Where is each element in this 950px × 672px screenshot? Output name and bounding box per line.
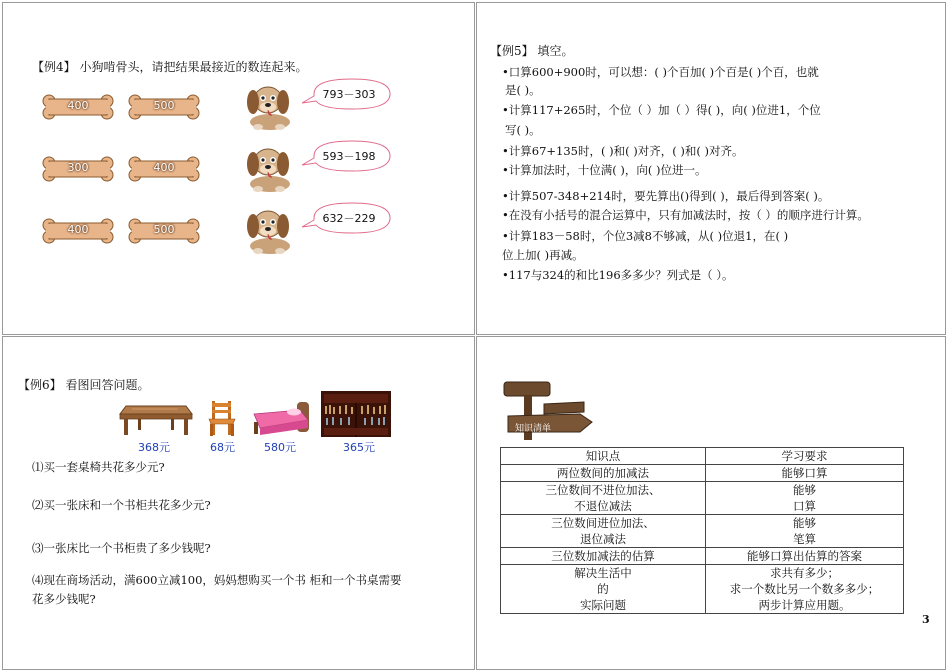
- question-1: ⑴买一套桌椅共花多少元?: [32, 460, 165, 474]
- dog-image[interactable]: [240, 142, 296, 194]
- knowledge-table: [500, 447, 904, 614]
- table-image: [118, 398, 194, 436]
- speech-bubble: [300, 201, 392, 235]
- bone[interactable]: [42, 94, 114, 120]
- expression-text: 793－303: [322, 88, 376, 101]
- bone-value: 300: [67, 161, 89, 174]
- example5-line-3: •计算117+265时，个位（ ）加（ ）得( )，向( )位进1，个位: [502, 103, 821, 117]
- bone[interactable]: [42, 218, 114, 244]
- bone[interactable]: [42, 156, 114, 182]
- table-row: [501, 565, 904, 614]
- question-4: ⑷现在商场活动，满600立减100，妈妈想购买一个书 柜和一个书桌需要 花多少钱呢?: [32, 573, 402, 606]
- price-bed: 580元: [264, 441, 296, 454]
- example5-line-2: 是( )。: [505, 83, 541, 97]
- table-row: [501, 465, 904, 482]
- example5-title: 【例5】 填空。: [490, 44, 574, 58]
- example5-line-5: •计算67+135时，( )和( )对齐，( )和( )对齐。: [502, 144, 744, 158]
- question-3: ⑶一张床比一个书柜贵了多少钱呢?: [32, 541, 211, 555]
- knowledge-sign-text: 知识清单: [515, 424, 552, 434]
- header-point: 知识点: [501, 448, 706, 465]
- bone[interactable]: [128, 156, 200, 182]
- dog-image[interactable]: [240, 204, 296, 256]
- example5-line-8: •在没有小括号的混合运算中，只有加减法时，按（ ）的顺序进行计算。: [502, 208, 869, 222]
- table-header-row: [501, 448, 904, 465]
- point-cell: 两位数间的加减法: [501, 465, 706, 482]
- example5-line-6: •计算加法时，十位满( )，向( )位进一。: [502, 163, 707, 177]
- example5-line-10: 位上加( )再减。: [502, 248, 584, 262]
- header-requirement: 学习要求: [706, 448, 904, 465]
- expression-text: 593－198: [322, 150, 376, 163]
- requirement-cell: 求共有多少； 求一个数比另一个数多多少； 两步计算应用题。: [706, 565, 904, 614]
- bookcase-image: [321, 391, 391, 437]
- speech-bubble: [300, 77, 392, 111]
- bed-image: [252, 398, 312, 436]
- example6-title: 【例6】 看图回答问题。: [18, 378, 150, 392]
- price-bookcase: 365元: [343, 441, 375, 454]
- price-chair: 68元: [210, 441, 235, 454]
- price-table: 368元: [138, 441, 170, 454]
- example5-line-1: •口算600+900时，可以想：( )个百加( )个百是( )个百，也就: [502, 65, 819, 79]
- example5-line-11: •117与324的和比196多多少？列式是（ ）。: [502, 268, 734, 282]
- bone[interactable]: [128, 94, 200, 120]
- table-row: [501, 548, 904, 565]
- bone-value: 400: [67, 99, 89, 112]
- requirement-cell: 能够口算: [706, 465, 904, 482]
- bone-value: 400: [153, 161, 175, 174]
- example5-line-9: •计算183－58时，个位3减8不够减，从( )位退1，在( ): [502, 229, 789, 243]
- bone-value: 500: [153, 99, 175, 112]
- expression-text: 632－229: [322, 212, 376, 225]
- point-cell: 三位数加减法的估算: [501, 548, 706, 565]
- bone-value: 400: [67, 223, 89, 236]
- page-number: 3: [922, 613, 930, 626]
- chair-image: [206, 399, 238, 437]
- point-cell: 三位数间不进位加法、 不退位减法: [501, 482, 706, 515]
- speech-bubble: [300, 139, 392, 173]
- example5-line-7: •计算507-348+214时，要先算出()得到( )，最后得到答案( )。: [502, 189, 830, 203]
- point-cell: 解决生活中 的 实际问题: [501, 565, 706, 614]
- bone[interactable]: [128, 218, 200, 244]
- requirement-cell: 能够 笔算: [706, 515, 904, 548]
- table-row: [501, 482, 904, 515]
- example4-title: 【例4】 小狗啃骨头，请把结果最接近的数连起来。: [32, 60, 308, 74]
- question-2: ⑵买一张床和一个书柜共花多少元?: [32, 498, 211, 512]
- dog-image[interactable]: [240, 80, 296, 132]
- example5-line-4: 写( )。: [505, 123, 541, 137]
- table-row: [501, 515, 904, 548]
- point-cell: 三位数间进位加法、 退位减法: [501, 515, 706, 548]
- requirement-cell: 能够口算出估算的答案: [706, 548, 904, 565]
- bone-value: 500: [153, 223, 175, 236]
- requirement-cell: 能够 口算: [706, 482, 904, 515]
